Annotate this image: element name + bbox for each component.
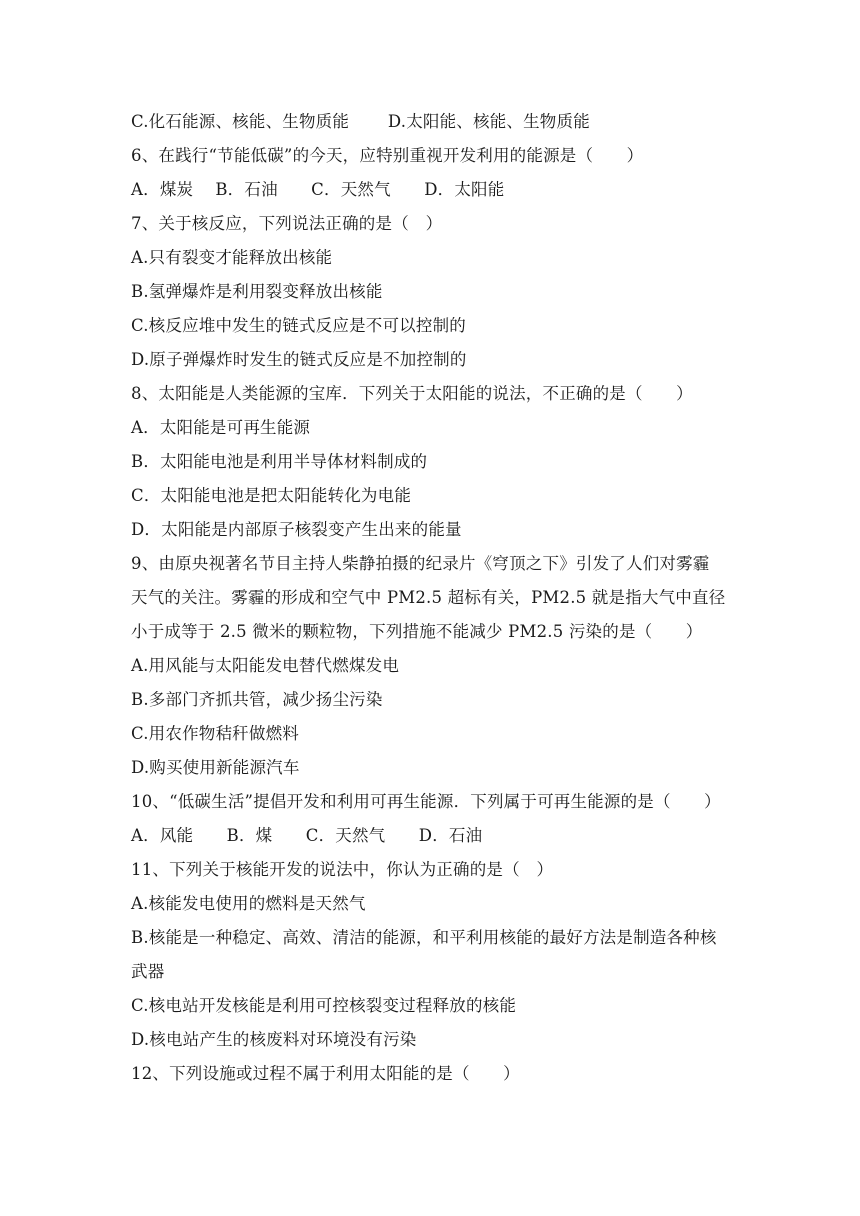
q11-option-d: D.核电站产生的核废料对环境没有污染: [131, 1030, 417, 1049]
q10-options: A．风能 B．煤 C．天然气 D．石油: [131, 826, 483, 845]
q9-option-b: B.多部门齐抓共管，减少扬尘污染: [131, 690, 383, 709]
q8-option-d: D．太阳能是内部原子核裂变产生出来的能量: [131, 520, 462, 539]
q9-stem-line3: 小于成等于 2.5 微米的颗粒物，下列措施不能减少 PM2.5 污染的是（ ）: [131, 622, 703, 641]
q8-stem: 8、太阳能是人类能源的宝库．下列关于太阳能的说法，不正确的是（ ）: [131, 384, 693, 403]
q6-options: A．煤炭 B．石油 C．天然气 D．太阳能: [131, 180, 505, 199]
q8-option-b: B．太阳能电池是利用半导体材料制成的: [131, 452, 428, 471]
q10-stem: 10、“低碳生活”提倡开发和利用可再生能源．下列属于可再生能源的是（ ）: [131, 792, 721, 811]
q11-option-c: C.核电站开发核能是利用可控核裂变过程释放的核能: [131, 996, 517, 1015]
q11-stem: 11、下列关于核能开发的说法中，你认为正确的是（ ）: [131, 860, 554, 879]
q11-option-a: A.核能发电使用的燃料是天然气: [131, 894, 366, 913]
document-page: [131, 105, 731, 1091]
q7-option-d: D.原子弹爆炸时发生的链式反应是不加控制的: [131, 350, 467, 369]
q9-stem-line1: 9、由原央视著名节目主持人柴静拍摄的纪录片《穹顶之下》引发了人们对雾霾: [131, 554, 710, 573]
q9-stem-line2: 天气的关注。雾霾的形成和空气中 PM2.5 超标有关，PM2.5 就是指大气中直径: [131, 588, 726, 607]
q12-stem: 12、下列设施或过程不属于利用太阳能的是（ ）: [131, 1064, 520, 1083]
q5-options-cd: C.化石能源、核能、生物质能 D.太阳能、核能、生物质能: [131, 112, 590, 131]
q7-option-b: B.氢弹爆炸是利用裂变释放出核能: [131, 282, 383, 301]
q11-option-b-line1: B.核能是一种稳定、高效、清洁的能源，和平利用核能的最好方法是制造各种核: [131, 928, 717, 947]
q9-option-c: C.用农作物秸秆做燃料: [131, 724, 299, 743]
q8-option-a: A．太阳能是可再生能源: [131, 418, 311, 437]
q11-option-b-line2: 武器: [131, 962, 165, 981]
q7-option-c: C.核反应堆中发生的链式反应是不可以控制的: [131, 316, 466, 335]
q7-option-a: A.只有裂变才能释放出核能: [131, 248, 333, 267]
q9-option-a: A.用风能与太阳能发电替代燃煤发电: [131, 656, 400, 675]
q7-stem: 7、关于核反应，下列说法正确的是（ ）: [131, 214, 443, 233]
q8-option-c: C．太阳能电池是把太阳能转化为电能: [131, 486, 412, 505]
q6-stem: 6、在践行“节能低碳”的今天，应特别重视开发利用的能源是（ ）: [131, 146, 644, 165]
q9-option-d: D.购买使用新能源汽车: [131, 758, 300, 777]
